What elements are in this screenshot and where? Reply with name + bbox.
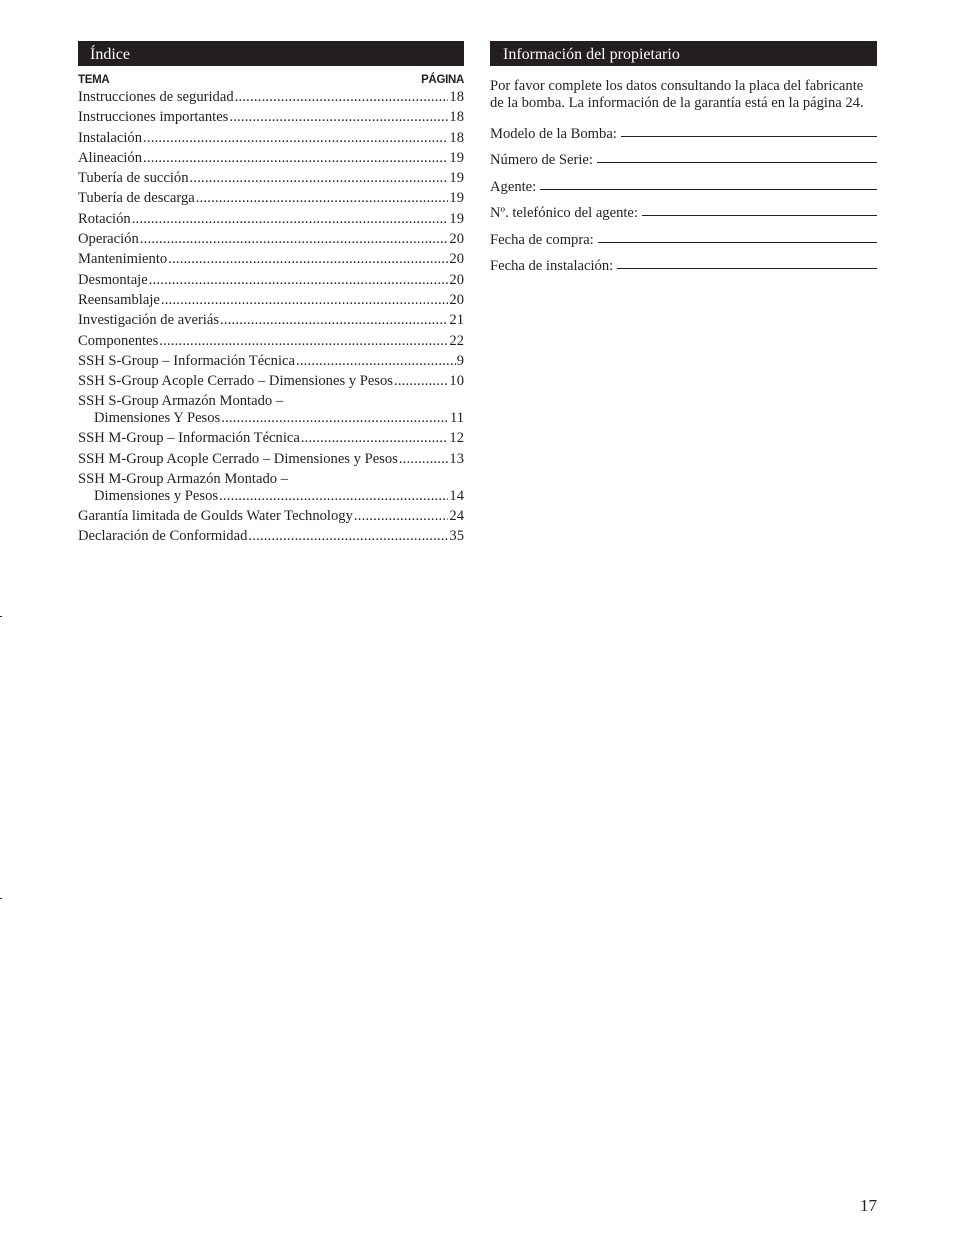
- toc-entry: Instrucciones importantes ..... 18: [78, 109, 464, 129]
- field-pump-model: Modelo de la Bomba:: [490, 116, 877, 143]
- field-install-date: Fecha de instalación:: [490, 249, 877, 276]
- toc-entry: Instrucciones de seguridad ..... 18: [78, 89, 464, 109]
- toc-entry: Alineación ..... 19: [78, 150, 464, 170]
- toc-entry: SSH M-Group – Información Técnica ..... 12: [78, 430, 464, 450]
- toc-col-topic: TEMA: [78, 74, 110, 86]
- field-purchase-date: Fecha de compra:: [490, 222, 877, 249]
- toc-entry: Investigación de averiás ..... 21: [78, 312, 464, 332]
- owner-title: Información del propietario: [490, 41, 877, 66]
- fill-line[interactable]: [540, 189, 877, 190]
- toc-entry-multiline: SSH M-Group Armazón Montado – Dimensiones y Pesos ..... 14: [78, 471, 464, 508]
- toc-entry: SSH S-Group – Información Técnica ..... 9: [78, 353, 464, 373]
- toc-entry-multiline: SSH S-Group Armazón Montado – Dimensiones Y Pesos ..... 11: [78, 393, 464, 430]
- toc-header: [78, 73, 464, 89]
- toc-entry: Tubería de succión ..... 19: [78, 170, 464, 190]
- page-number: 17: [860, 1196, 877, 1215]
- toc-title: Índice: [78, 41, 464, 66]
- toc-entry: SSH S-Group Acople Cerrado – Dimensiones y Pesos ..... 10: [78, 373, 464, 393]
- toc-entry: Componentes ..... 22: [78, 333, 464, 353]
- field-serial-number: Número de Serie:: [490, 143, 877, 170]
- field-agent-phone: Nº. telefónico del agente:: [490, 196, 877, 223]
- fill-line[interactable]: [597, 162, 877, 163]
- fill-line[interactable]: [621, 136, 877, 137]
- toc-entry: Rotación ..... 19: [78, 211, 464, 231]
- toc-entry: Garantía limitada de Goulds Water Technology ..... 24: [78, 508, 464, 528]
- fill-line[interactable]: [617, 268, 877, 269]
- owner-intro: Por favor complete los datos consultando la placa del fabricante de la bomba. La información de la garantía está en la página 24.: [490, 78, 864, 111]
- margin-tick: [0, 898, 2, 899]
- toc-entry: Reensamblaje ..... 20: [78, 292, 464, 312]
- fill-line[interactable]: [642, 215, 877, 216]
- toc-section: [78, 41, 464, 548]
- owner-section: [490, 41, 877, 275]
- toc-col-page: PÁGINA: [421, 74, 464, 86]
- toc-entry: Operación ..... 20: [78, 231, 464, 251]
- toc-entry: Desmontaje ..... 20: [78, 272, 464, 292]
- toc-entry: Instalación ..... 18: [78, 130, 464, 150]
- toc-entry: SSH M-Group Acople Cerrado – Dimensiones y Pesos ..... 13: [78, 451, 464, 471]
- toc-entry: Mantenimiento ..... 20: [78, 251, 464, 271]
- margin-tick: [0, 616, 2, 617]
- toc-list: [78, 89, 464, 548]
- field-agent: Agente:: [490, 169, 877, 196]
- toc-entry: Declaración de Conformidad ..... 35: [78, 528, 464, 548]
- fill-line[interactable]: [598, 242, 877, 243]
- owner-fields: [490, 116, 877, 275]
- toc-entry: Tubería de descarga ..... 19: [78, 190, 464, 210]
